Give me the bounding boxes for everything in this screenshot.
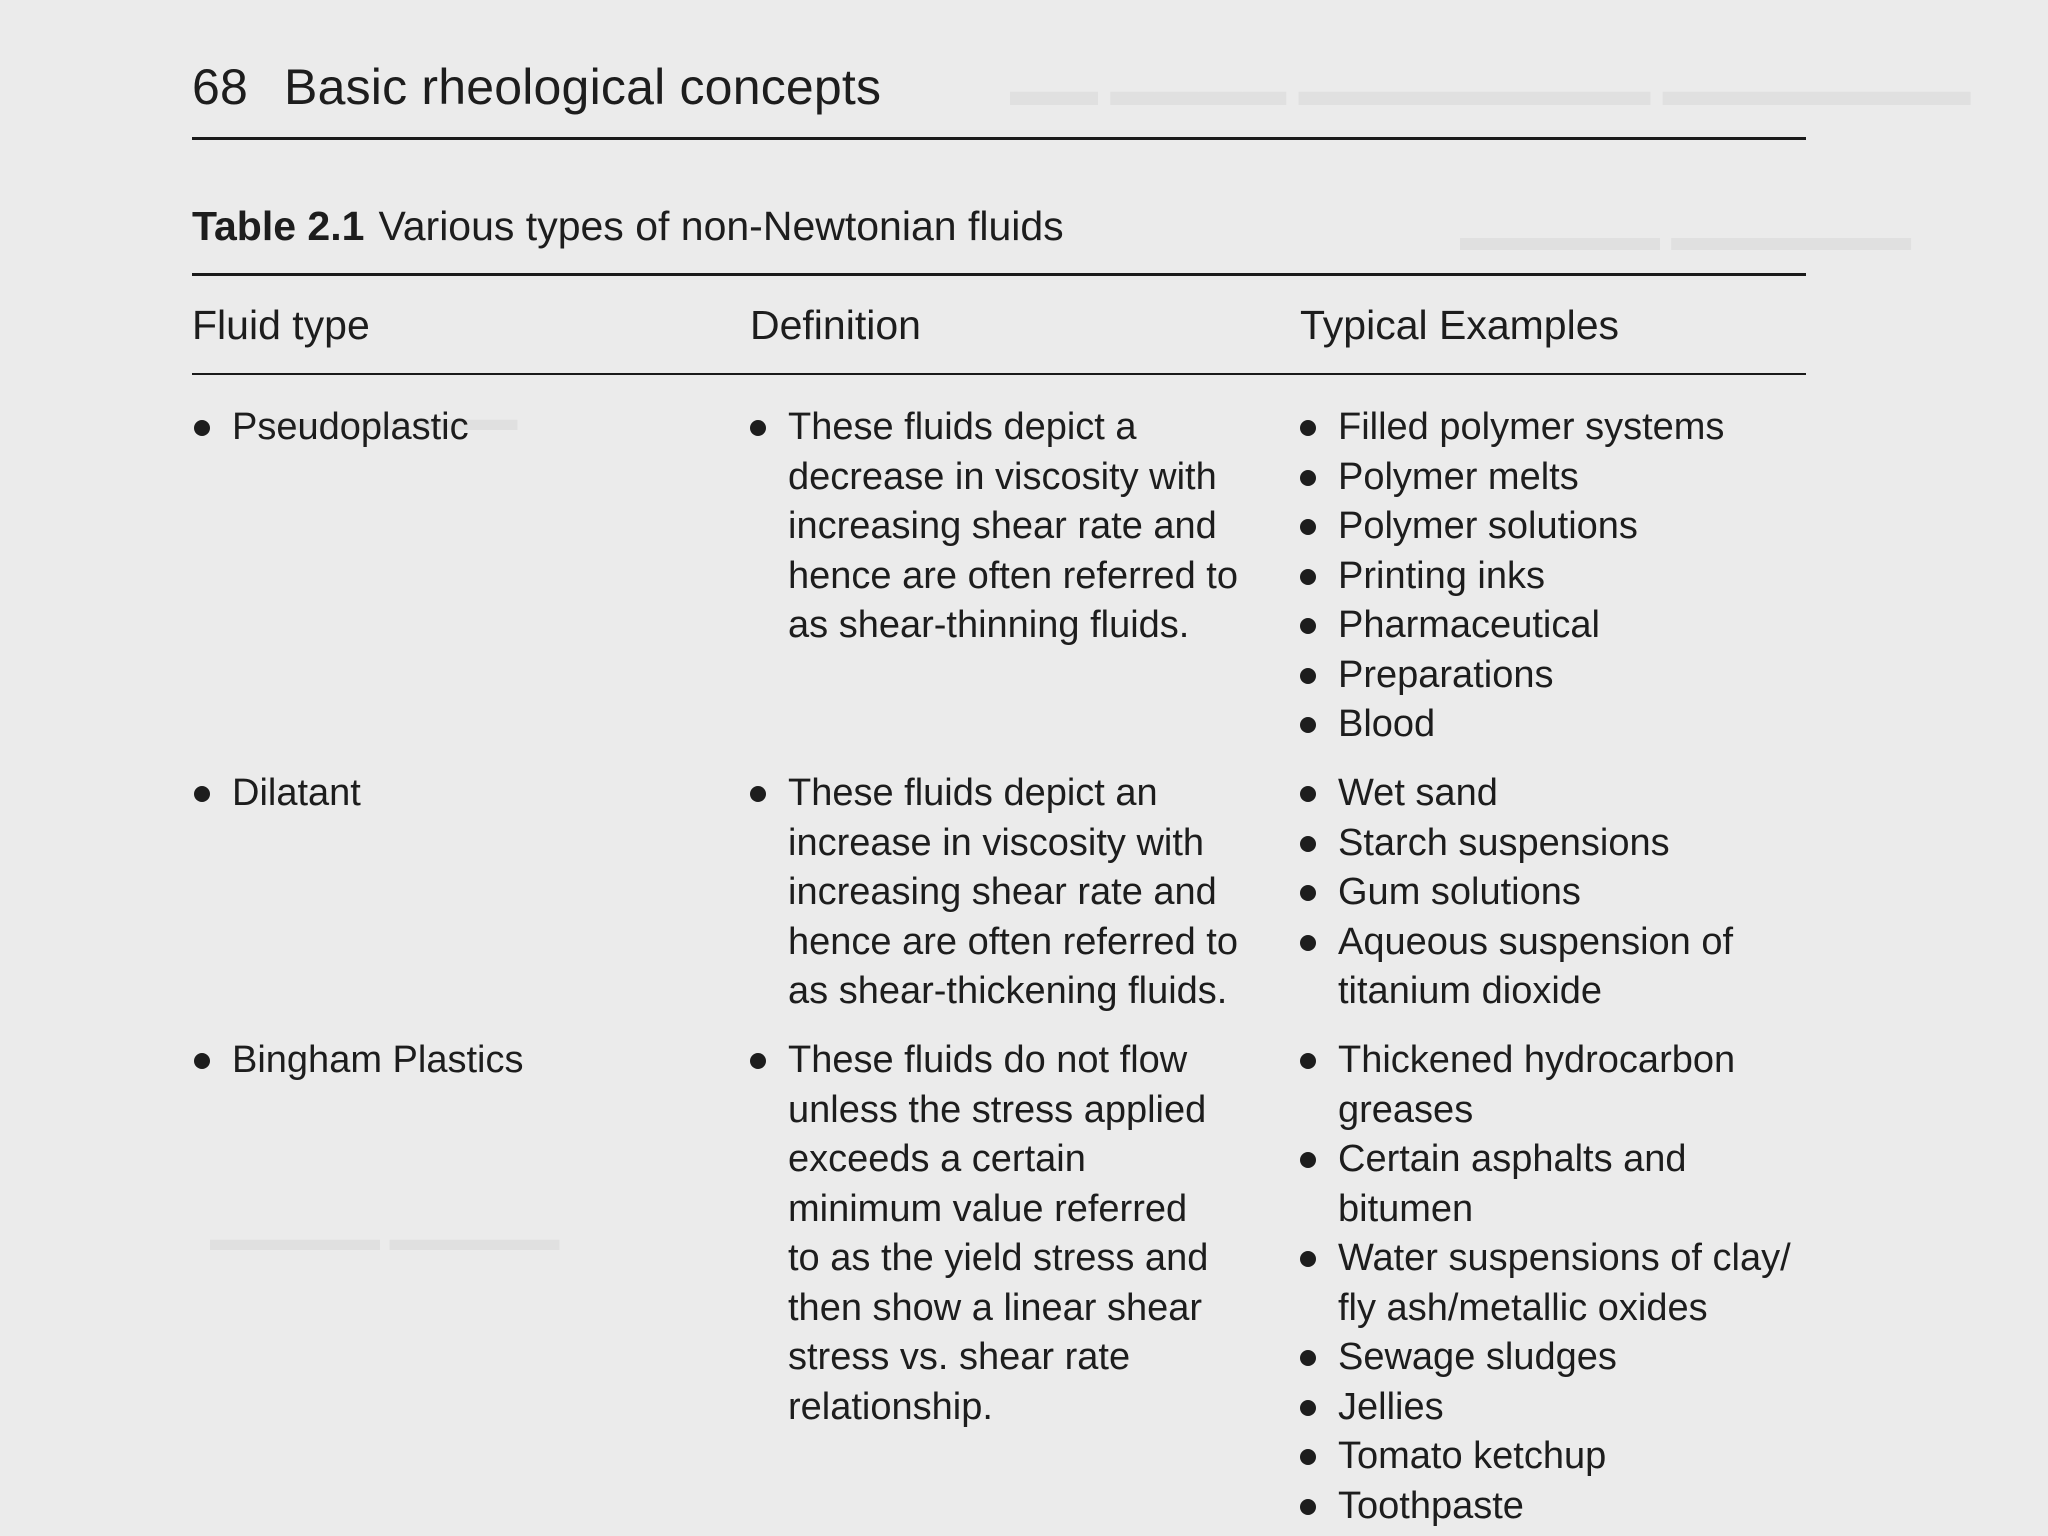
list-item: Filled polymer systems bbox=[1298, 403, 1858, 453]
bullet-icon bbox=[750, 786, 766, 802]
list-item: Tomato ketchup bbox=[1298, 1432, 1858, 1482]
table-title: Various types of non-Newtonian fluids bbox=[378, 203, 1064, 249]
chapter-title: Basic rheological concepts bbox=[284, 59, 882, 115]
bullet-icon bbox=[1300, 668, 1316, 684]
fluid-type-cell bbox=[192, 403, 712, 453]
list-item: Certain asphalts and bitumen bbox=[1298, 1135, 1738, 1234]
fluid-type: Bingham Plastics bbox=[232, 1039, 524, 1081]
definition-cell bbox=[748, 403, 1268, 651]
definition-cell bbox=[748, 1036, 1268, 1432]
column-header-rule bbox=[192, 373, 1806, 375]
list-item: Wet sand bbox=[1298, 769, 1858, 819]
header-rule bbox=[192, 137, 1806, 140]
bullet-icon bbox=[1300, 836, 1316, 852]
bullet-icon bbox=[1300, 885, 1316, 901]
column-header-fluid-type: Fluid type bbox=[192, 302, 370, 348]
bullet-icon bbox=[1300, 420, 1316, 436]
examples-cell bbox=[1298, 769, 1858, 1017]
running-header bbox=[192, 58, 881, 116]
bullet-icon bbox=[1300, 786, 1316, 802]
list-item: Polymer solutions bbox=[1298, 502, 1858, 552]
list-item: Polymer melts bbox=[1298, 453, 1858, 503]
bullet-icon bbox=[1300, 935, 1316, 951]
bullet-icon bbox=[1300, 1449, 1316, 1465]
bleed-through-texture bbox=[210, 1220, 559, 1259]
table-caption bbox=[192, 203, 1064, 250]
bullet-icon bbox=[1300, 1152, 1316, 1168]
fluid-type: Pseudoplastic bbox=[232, 406, 469, 448]
bullet-icon bbox=[1300, 569, 1316, 585]
bleed-through-texture bbox=[1010, 66, 1971, 116]
bullet-icon bbox=[1300, 1053, 1316, 1069]
bullet-icon bbox=[750, 1053, 766, 1069]
bullet-icon bbox=[1300, 717, 1316, 733]
bullet-icon bbox=[1300, 1350, 1316, 1366]
bullet-icon bbox=[1300, 470, 1316, 486]
bullet-icon bbox=[194, 1053, 210, 1069]
definition-text: These fluids do not flow unless the stress applied exceeds a certain minimum value referred to as the yield stress and then show a linear shear stress vs. shear rate relationship. bbox=[788, 1039, 1209, 1428]
list-item: Pharmaceutical bbox=[1298, 601, 1858, 651]
bullet-icon bbox=[1300, 618, 1316, 634]
bullet-icon bbox=[750, 420, 766, 436]
bullet-icon bbox=[1300, 1400, 1316, 1416]
page-number: 68 bbox=[192, 59, 249, 115]
definition-text: These fluids depict an increase in viscosity with increasing shear rate and hence are often referred to as shear-thickening fluids. bbox=[788, 772, 1238, 1012]
column-header-examples: Typical Examples bbox=[1300, 302, 1620, 348]
bullet-icon bbox=[1300, 1499, 1316, 1515]
examples-cell bbox=[1298, 403, 1858, 750]
column-header-definition: Definition bbox=[750, 302, 921, 348]
list-item: Water suspensions of clay/ fly ash/metallic oxides bbox=[1298, 1234, 1838, 1333]
list-item: Sewage sludges bbox=[1298, 1333, 1858, 1383]
fluid-type-cell bbox=[192, 769, 712, 819]
list-item: Gum solutions bbox=[1298, 868, 1858, 918]
fluid-type-cell bbox=[192, 1036, 712, 1086]
list-item: Starch suspensions bbox=[1298, 819, 1858, 869]
list-item: Aqueous suspension of titanium dioxide bbox=[1298, 918, 1768, 1017]
bullet-icon bbox=[1300, 1251, 1316, 1267]
bullet-icon bbox=[194, 420, 210, 436]
bleed-through-texture bbox=[1460, 215, 1911, 260]
bullet-icon bbox=[1300, 519, 1316, 535]
examples-cell bbox=[1298, 1036, 1858, 1531]
table-top-rule bbox=[192, 273, 1806, 276]
list-item: Toothpaste bbox=[1298, 1482, 1858, 1532]
definition-cell bbox=[748, 769, 1268, 1017]
list-item: Printing inks bbox=[1298, 552, 1858, 602]
table-label: Table 2.1 bbox=[192, 203, 365, 249]
definition-text: These fluids depict a decrease in viscosity with increasing shear rate and hence are often referred to as shear-thinning fluids. bbox=[788, 406, 1238, 646]
list-item: Preparations bbox=[1298, 651, 1858, 701]
list-item: Jellies bbox=[1298, 1383, 1858, 1433]
bullet-icon bbox=[194, 786, 210, 802]
fluid-type: Dilatant bbox=[232, 772, 361, 814]
list-item: Blood bbox=[1298, 700, 1858, 750]
list-item: Thickened hydrocarbon greases bbox=[1298, 1036, 1758, 1135]
